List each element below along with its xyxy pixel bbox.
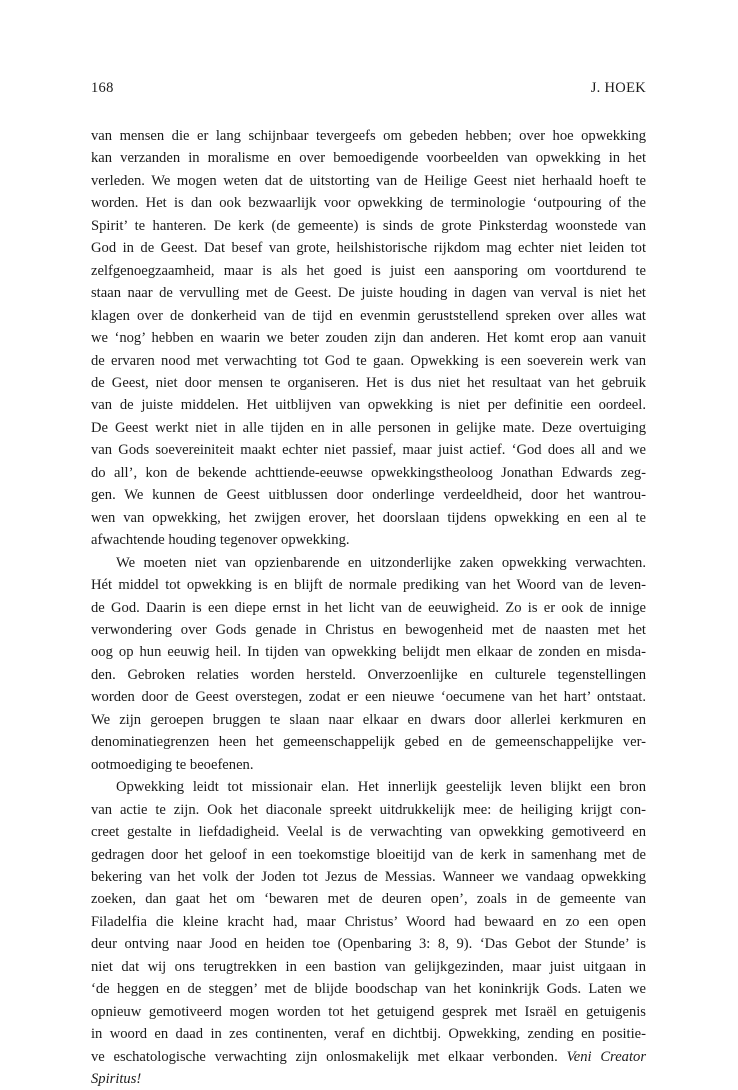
page-number: 168: [91, 80, 114, 96]
paragraph-1: [91, 125, 646, 552]
text-line: staan naar de vervulling met de Geest. De juiste houding in dagen van verval is niet het: [91, 285, 646, 302]
text-line: bekering van het volk der Joden tot Jezus de Messias. Wanneer we vandaag opwekking: [91, 868, 646, 885]
body-text: [91, 125, 646, 1090]
text-line: verwondering over Gods genade in Christus en bewogenheid met de naasten met het: [91, 621, 646, 638]
text-line: de Geest, niet door mensen te organiseren. Het is dus niet het resultaat van het gebruik: [91, 374, 646, 391]
text-line: niet dat wij ons terugtrekken in een bastion van gelijkgezinden, maar juist uitgaan in: [91, 958, 646, 975]
text-line: ootmoediging te beoefenen.: [91, 756, 254, 773]
text-line-segment: ve eschatologische verwachting zijn onlosmakelijk met elkaar verbonden.: [91, 1048, 558, 1065]
text-line: den. Gebroken relaties worden hersteld. Onverzoenlijke en culturele tegenstellingen: [91, 666, 646, 683]
text-line: deur ontving naar Jood en heiden toe (Openbaring 3: 8, 9). ‘Das Gebot der Stunde’ is: [91, 936, 646, 953]
text-line: kan verzanden in moralisme en over bemoedigende voorbeelden van opwekking in het: [91, 150, 646, 167]
text-line: we ‘nog’ hebben en waarin we beter zouden zijn dan anderen. Het komt erop aan vanuit: [91, 330, 646, 347]
text-line: opnieuw gemotiveerd mogen worden tot het getuigend gesprek met Israël en getuigenis: [91, 1003, 646, 1020]
text-line: Filadelfia die kleine kracht had, maar Christus’ Woord had bewaard en zo een open: [91, 913, 646, 930]
running-header: [91, 78, 646, 98]
text-line: van actie te zijn. Ook het diaconale spreekt uitdrukkelijk mee: de heiliging krijgt con-: [91, 801, 646, 818]
text-line: We zijn geroepen bruggen te slaan naar elkaar en dwars door allerlei kerkmuren en: [91, 711, 646, 728]
text-line: zelfgenoegzaamheid, maar is als het goed is juist een aansporing om voortdurend te: [91, 262, 646, 279]
italic-closing: Spiritus!: [91, 1071, 142, 1088]
text-line: oog op hun eeuwig heil. In tijden van opwekking belijdt men elkaar de zonden en misda-: [91, 644, 646, 661]
running-head-author: J. HOEK: [590, 80, 646, 96]
text-line: wen van opwekking, het zwijgen erover, het doorslaan tijdens opwekking en een al te: [91, 509, 646, 526]
text-line: [91, 1046, 646, 1068]
paragraph-2: [91, 552, 646, 777]
text-line: Spirit’ te hanteren. De kerk (de gemeente) is sinds de grote Pinksterdag woonstede van: [91, 217, 646, 234]
text-line: worden door de Geest overstegen, zodat er een nieuwe ‘oecumene van het hart’ ontstaat.: [91, 689, 646, 706]
italic-closing: Veni Creator: [566, 1048, 646, 1065]
text-line: do all’, kon de bekende achttiende-eeuwse opwekkingstheoloog Jonathan Edwards zeg-: [91, 464, 646, 481]
text-line: worden. Het is dan ook bezwaarlijk voor opwekking de terminologie ‘outpouring of the: [91, 195, 646, 212]
text-line: God in de Geest. Dat besef van grote, heilshistorische rijkdom mag echter niet leiden tot: [91, 240, 646, 257]
text-line: [91, 1068, 646, 1090]
text-line: van mensen die er lang schijnbaar tevergeefs om gebeden hebben; over hoe opwekking: [91, 128, 646, 144]
paragraph-3: [91, 776, 646, 1090]
text-line: de God. Daarin is een diepe ernst in het licht van de eeuwigheid. Zo is er ook de innige: [91, 599, 646, 616]
text-line: De Geest werkt niet in alle tijden en in alle personen in gelijke mate. Deze overtuiging: [91, 419, 646, 436]
text-line: Opwekking leidt tot missionair elan. Het innerlijk geestelijk leven blijkt een bron: [116, 779, 646, 796]
text-line: zoeken, dan gaat het om ‘bewaren met de deuren open’, zoals in de gemeente van: [91, 891, 646, 908]
text-line: gen. We kunnen de Geest uitblussen door onderlinge verdeeldheid, door het wantrou-: [91, 487, 646, 504]
text-line: Hét middel tot opwekking is en blijft de normale prediking van het Woord van de leven-: [91, 577, 646, 594]
text-line: van de juiste middelen. Het uitblijven van opwekking is niet per definitie een oordeel.: [91, 397, 646, 414]
text-line: We moeten niet van opzienbarende en uitzonderlijke zaken opwekking verwachten.: [116, 554, 646, 571]
text-line: denominatiegrenzen heen het gemeenschappelijk gebed en de gemeenschappelijke ver-: [91, 734, 646, 751]
text-line: ‘de heggen en de steggen’ met de blijde boodschap van het koninkrijk Gods. Laten we: [91, 981, 646, 998]
text-line: afwachtende houding tegenover opwekking.: [91, 532, 350, 549]
text-line: van Gods soevereiniteit maakt echter niet passief, maar juist actief. ‘God does all and we: [91, 442, 646, 459]
text-line: gedragen door het geloof in een toekomstige bloeitijd van de kerk in samenhang met de: [91, 846, 646, 863]
text-line: de ervaren nood met verwachting tot God te gaan. Opwekking is een soeverein werk van: [91, 352, 646, 369]
text-line: klagen over de donkerheid van de tijd en evenmin geruststellend spreken over alles wat: [91, 307, 646, 324]
text-line: verleden. We mogen weten dat de uitstorting van de Heilige Geest niet herhaald hoeft te: [91, 172, 646, 189]
text-line: creet gestalte in liefdadigheid. Veelal is de verwachting van opwekking gemotiveerd en: [91, 824, 646, 841]
text-line: in woord en daad in zes continenten, veraf en dichtbij. Opwekking, zending en positie-: [91, 1026, 646, 1043]
